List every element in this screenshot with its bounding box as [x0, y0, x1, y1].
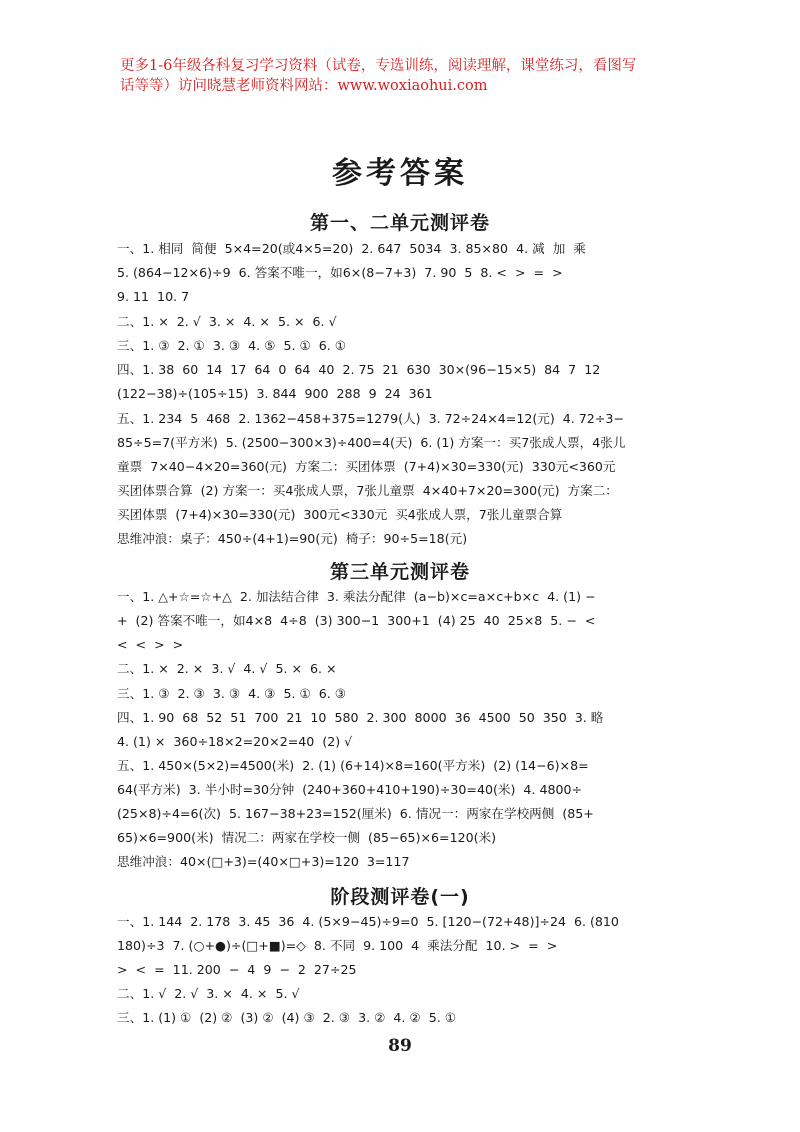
- answer-line: 180)÷3 7. (○+●)÷(□+■)=◇ 8. 不同 9. 100 4 乘法分配 10. > = >: [117, 938, 558, 953]
- section-title-unit-3: 第三单元测评卷: [329, 561, 470, 583]
- promo-line-1: 更多1-6年级各科复习学习资料（试卷，专选训练，阅读理解，课堂练习，看图写: [120, 58, 637, 74]
- answer-line: 童票 7×40−4×20=360(元) 方案二：买团体票 (7+4)×30=330(元) 330元<360元: [117, 459, 616, 474]
- answer-line: 四、1. 38 60 14 17 64 0 64 40 2. 75 21 630 30×(96−15×5) 84 7 12: [117, 362, 601, 377]
- answer-line: 二、1. √ 2. √ 3. × 4. × 5. √: [117, 986, 300, 1001]
- answer-line: 五、1. 234 5 468 2. 1362−458+375=1279(人) 3. 72÷24×4=12(元) 4. 72÷3−: [117, 411, 624, 426]
- answer-line: 三、1. ③ 2. ① 3. ③ 4. ⑤ 5. ① 6. ①: [117, 338, 347, 353]
- answer-line: 65)×6=900(米) 情况二：两家在学校一侧 (85−65)×6=120(米): [117, 830, 497, 845]
- answer-line: + (2) 答案不唯一，如4×8 4÷8 (3) 300−1 300+1 (4) 25 40 25×8 5. − <: [117, 613, 596, 628]
- answer-line: 五、1. 450×(5×2)=4500(米) 2. (1) (6+14)×8=160(平方米) (2) (14−6)×8=: [117, 758, 589, 773]
- answer-line: 一、1. △+☆=☆+△ 2. 加法结合律 3. 乘法分配律 (a−b)×c=a×c+b×c 4. (1) −: [117, 589, 596, 604]
- page-number: 89: [388, 1036, 412, 1056]
- answer-line: > < = 11. 200 − 4 9 − 2 27÷25: [117, 962, 357, 977]
- promo-line-2: 话等等）访问晓慧老师资料网站：www.woxiaohui.com: [120, 78, 488, 94]
- answer-line: 思维冲浪：桌子：450÷(4+1)=90(元) 椅子：90÷5=18(元): [117, 531, 468, 546]
- answer-line: 买团体票 (7+4)×30=330(元) 300元<330元 买4张成人票，7张儿童票合算: [117, 507, 563, 522]
- answer-line: 三、1. ③ 2. ③ 3. ③ 4. ③ 5. ① 6. ③: [117, 686, 347, 701]
- answer-line: 一、1. 相同 简便 5×4=20(或4×5=20) 2. 647 5034 3. 85×80 4. 减 加 乘: [117, 241, 586, 256]
- answer-line: (25×8)÷4=6(次) 5. 167−38+23=152(厘米) 6. 情况一：两家在学校两侧 (85+: [117, 806, 594, 821]
- answer-line: 二、1. × 2. √ 3. × 4. × 5. × 6. √: [117, 314, 337, 329]
- answer-line: 三、1. (1) ① (2) ② (3) ② (4) ③ 2. ③ 3. ② 4. ② 5. ①: [117, 1010, 457, 1025]
- answer-line: 64(平方米) 3. 半小时=30分钟 (240+360+410+190)÷30=40(米) 4. 4800÷: [117, 782, 583, 797]
- answer-line: 4. (1) × 360÷18×2=20×2=40 (2) √: [117, 734, 353, 749]
- answer-line: 二、1. × 2. × 3. √ 4. √ 5. × 6. ×: [117, 661, 337, 676]
- section-title-stage-test-1: 阶段测评卷(一): [330, 886, 470, 908]
- answer-line: < < > >: [117, 637, 184, 652]
- answer-line: (122−38)÷(105÷15) 3. 844 900 288 9 24 361: [117, 386, 433, 401]
- answer-line: 5. (864−12×6)÷9 6. 答案不唯一，如6×(8−7+3) 7. 90 5 8. < > = >: [117, 265, 563, 280]
- answer-line: 四、1. 90 68 52 51 700 21 10 580 2. 300 8000 36 4500 50 350 3. 略: [117, 710, 604, 725]
- answer-line: 买团体票合算 (2) 方案一：买4张成人票，7张儿童票 4×40+7×20=300(元) 方案二：: [117, 483, 618, 498]
- answer-line: 一、1. 144 2. 178 3. 45 36 4. (5×9−45)÷9=0 5. [120−(72+48)]÷24 6. (810: [117, 914, 619, 929]
- answer-line: 思维冲浪：40×(□+3)=(40×□+3)=120 3=117: [117, 854, 410, 869]
- section-title-unit-1-2: 第一、二单元测评卷: [309, 212, 490, 234]
- page-title: 参考答案: [332, 156, 468, 191]
- answer-line: 9. 11 10. 7: [117, 289, 190, 304]
- answer-line: 85÷5=7(平方米) 5. (2500−300×3)÷400=4(天) 6. (1) 方案一：买7张成人票，4张儿: [117, 435, 626, 450]
